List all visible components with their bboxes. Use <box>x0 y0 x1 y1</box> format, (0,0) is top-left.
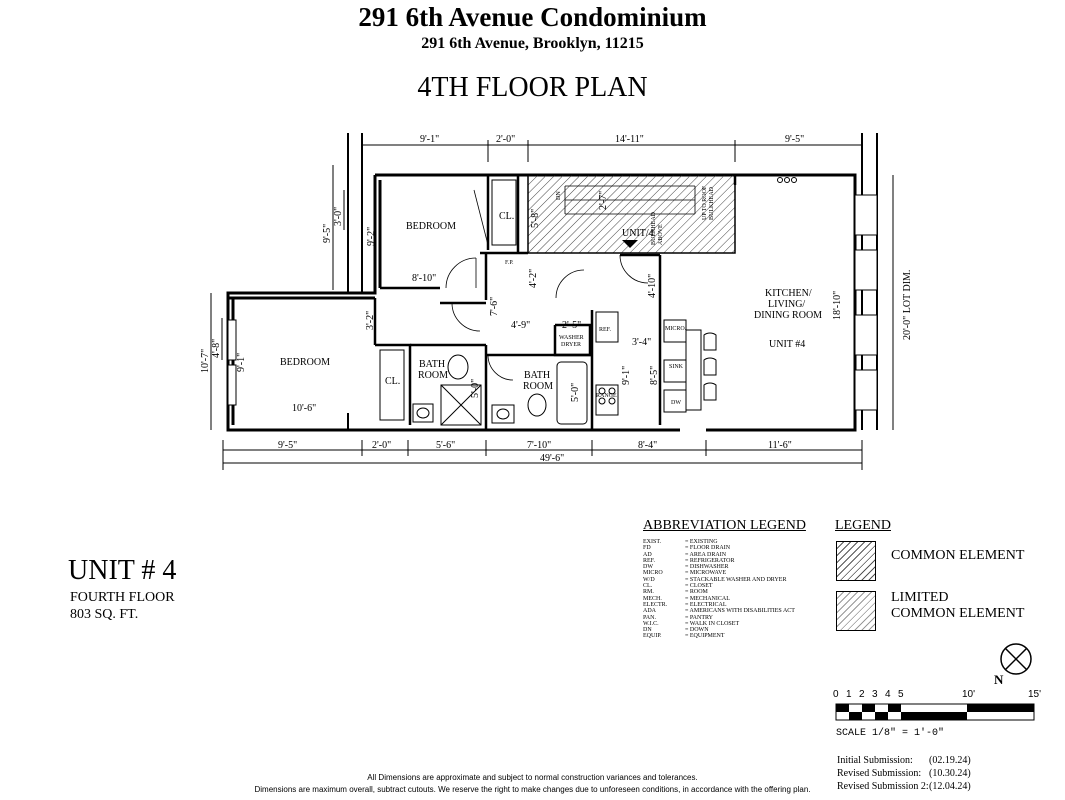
room-kitchen-2: LIVING/ <box>768 299 806 310</box>
dim-bedroom-left-width: 10'-6" <box>292 403 317 414</box>
dim-hall-2: 7'-6" <box>489 296 500 316</box>
dim-left-top-1: 9'-5" <box>322 223 333 243</box>
dim-hall-7: 3'-4" <box>632 337 652 348</box>
dim-kitchen-depth: 18'-10" <box>832 290 843 320</box>
dim-right-lot: 20'-0" LOT DIM. <box>902 269 913 340</box>
dim-bath-2: 5'-0" <box>570 382 581 402</box>
dim-bedroom-top-width: 8'-10" <box>412 273 437 284</box>
scale-tick-label: 1 <box>846 689 852 700</box>
bulkhead-label-2: ABOVE <box>658 224 664 245</box>
dim-stair-2: 2'-7" <box>598 190 609 210</box>
bulkhead-label-1: BULKHEAD <box>651 212 657 245</box>
stool-icon <box>704 333 716 350</box>
legend-title: LEGEND <box>835 518 891 533</box>
abbreviation-row: AD = AREA DRAIN <box>643 551 727 558</box>
abbreviation-row: EXIST. = EXISTING <box>643 539 718 545</box>
abbreviation-row: DW = DISHWASHER <box>643 564 729 571</box>
sink-right-icon <box>492 405 514 423</box>
dim-top-1: 9'-1" <box>420 134 440 145</box>
abbreviation-row: CL. = CLOSET <box>643 583 713 590</box>
sink-left-icon <box>413 404 433 422</box>
abbreviation-row: REF. = REFRIGERATOR <box>643 557 735 564</box>
dim-left-bot-2: 4'-8" <box>211 338 222 358</box>
room-bath-right-2: ROOM <box>523 381 554 392</box>
room-bath-left-1: BATH <box>419 359 446 370</box>
legend-label-limited-2: COMMON ELEMENT <box>891 606 1025 621</box>
room-closet-left: CL. <box>385 376 401 387</box>
abbreviation-row: ELECTR. = ELECTRICAL <box>643 601 727 608</box>
dim-bottom-5: 8'-4" <box>638 440 658 451</box>
room-kitchen-1: KITCHEN/ <box>765 288 812 299</box>
unit-heading: UNIT # 4 <box>68 555 177 586</box>
dim-top-3: 14'-11" <box>615 134 644 145</box>
label-dryer: DRYER <box>561 342 582 348</box>
label-ref: REF. <box>599 327 612 333</box>
north-arrow-icon <box>994 642 1034 687</box>
toilet-right-icon <box>528 394 546 416</box>
abbreviation-row: EQUIP. = EQUIPMENT <box>643 633 725 640</box>
room-bedroom-top: BEDROOM <box>406 221 457 232</box>
legend-label-limited-1: LIMITED <box>891 590 949 605</box>
building-title: 291 6th Avenue Condominium <box>358 2 707 32</box>
label-washer: WASHER <box>559 335 584 341</box>
dim-hall-6: 4'-10" <box>647 273 658 298</box>
abbreviation-row: W.I.C. = WALK IN CLOSET <box>643 620 740 627</box>
submission-row: Revised Submission 2: (12.04.24) <box>837 781 971 792</box>
plan-title: 4TH FLOOR PLAN <box>417 72 648 103</box>
dim-left-bot-3: 9'-1" <box>236 352 247 372</box>
stair-unit-label: UNIT/4 <box>622 228 654 239</box>
dim-hall-8: 9'-1" <box>621 365 632 385</box>
dim-bottom-total: 49'-6" <box>540 453 565 464</box>
abbreviation-legend-title: ABBREVIATION LEGEND <box>643 518 806 533</box>
label-dw: DW <box>671 400 681 406</box>
disclaimer-line-2: Dimensions are maximum overall, subtract cutouts. We reserve the right to make changes due to unforeseen conditions, in accordance with the offering plan. <box>254 785 811 794</box>
stair-down-label: DN <box>556 191 562 200</box>
dim-bottom-4: 7'-10" <box>527 440 552 451</box>
scale-tick-label: 5 <box>898 689 904 700</box>
scale-tick-label: 0 <box>833 689 839 700</box>
stair-up-label-2: BULKHEAD <box>709 187 715 220</box>
abbreviation-row: MECH. = MECHANICAL <box>643 595 730 602</box>
label-fp: F.P. <box>505 260 514 266</box>
scale-label: SCALE 1/8" = 1'-0" <box>836 728 945 739</box>
scale-tick-label: 15' <box>1028 689 1042 700</box>
scale-tick-label: 10' <box>962 689 976 700</box>
toilet-left-icon <box>448 355 468 379</box>
dim-hall-4: 4'-9" <box>511 320 531 331</box>
dim-left-bot-1: 10'-7" <box>200 348 211 373</box>
stair-up-label: UP TO ROOF <box>702 185 708 220</box>
dim-top-2: 2'-0" <box>496 134 516 145</box>
dim-hall-5: 2'-5" <box>562 320 582 331</box>
abbreviation-row: DN = DOWN <box>643 627 709 634</box>
submission-row: Revised Submission: (10.30.24) <box>837 768 971 779</box>
legend-label-common: COMMON ELEMENT <box>891 548 1025 563</box>
scale-tick-label: 3 <box>872 689 878 700</box>
abbreviation-legend-list <box>643 539 795 640</box>
scale-bar <box>830 686 1050 726</box>
abbreviation-row: RM. = ROOM <box>643 589 708 596</box>
label-micro: MICRO. <box>665 326 687 332</box>
dim-hall-1: 3'-2" <box>365 310 376 330</box>
abbreviation-row: MICRO = MICROWAVE <box>643 570 727 577</box>
label-sink: SINK <box>669 364 684 370</box>
dim-left-top-3: 9'-2" <box>366 226 377 246</box>
dim-hall-3: 4'-2" <box>528 268 539 288</box>
dim-bottom-2: 2'-0" <box>372 440 392 451</box>
dim-bottom-6: 11'-6" <box>768 440 792 451</box>
dim-top-4: 9'-5" <box>785 134 805 145</box>
dim-left-top-2: 3'-0" <box>333 206 344 226</box>
legend-swatch-limited <box>836 591 876 631</box>
room-bath-right-1: BATH <box>524 370 551 381</box>
label-range: RANGE <box>596 393 617 399</box>
north-label: N <box>994 672 1004 687</box>
dim-hall-9: 8'-5" <box>649 365 660 385</box>
disclaimer-line-1: All Dimensions are approximate and subject to normal construction variances and tolerances. <box>367 773 698 782</box>
submission-row: Initial Submission: (02.19.24) <box>837 755 971 766</box>
kitchen-island <box>686 330 701 410</box>
abbreviation-row: FD = FLOOR DRAIN <box>643 545 731 552</box>
abbreviation-row: ADA = AMERICANS WITH DISABILITIES ACT <box>643 608 795 615</box>
room-bedroom-left: BEDROOM <box>280 357 331 368</box>
building-address: 291 6th Avenue, Brooklyn, 11215 <box>421 35 644 52</box>
unit-floor: FOURTH FLOOR <box>70 590 175 605</box>
room-kitchen-3: DINING ROOM <box>754 310 823 321</box>
dim-bath-1: 5'-0" <box>470 378 481 398</box>
room-closet-top: CL. <box>499 211 515 222</box>
abbreviation-row: PAN. = PANTRY <box>643 614 714 621</box>
dim-stair-1: 5'-8" <box>530 208 541 228</box>
room-bath-left-2: ROOM <box>418 370 449 381</box>
scale-tick-label: 4 <box>885 689 891 700</box>
abbreviation-row: W/D = STACKABLE WASHER AND DRYER <box>643 576 787 583</box>
scale-tick-label: 2 <box>859 689 865 700</box>
dim-bottom-1: 9'-5" <box>278 440 298 451</box>
dim-bottom-3: 5'-6" <box>436 440 456 451</box>
legend-swatch-common <box>836 541 876 581</box>
unit-area: 803 SQ. FT. <box>70 607 139 622</box>
room-unit-label: UNIT #4 <box>769 339 806 350</box>
